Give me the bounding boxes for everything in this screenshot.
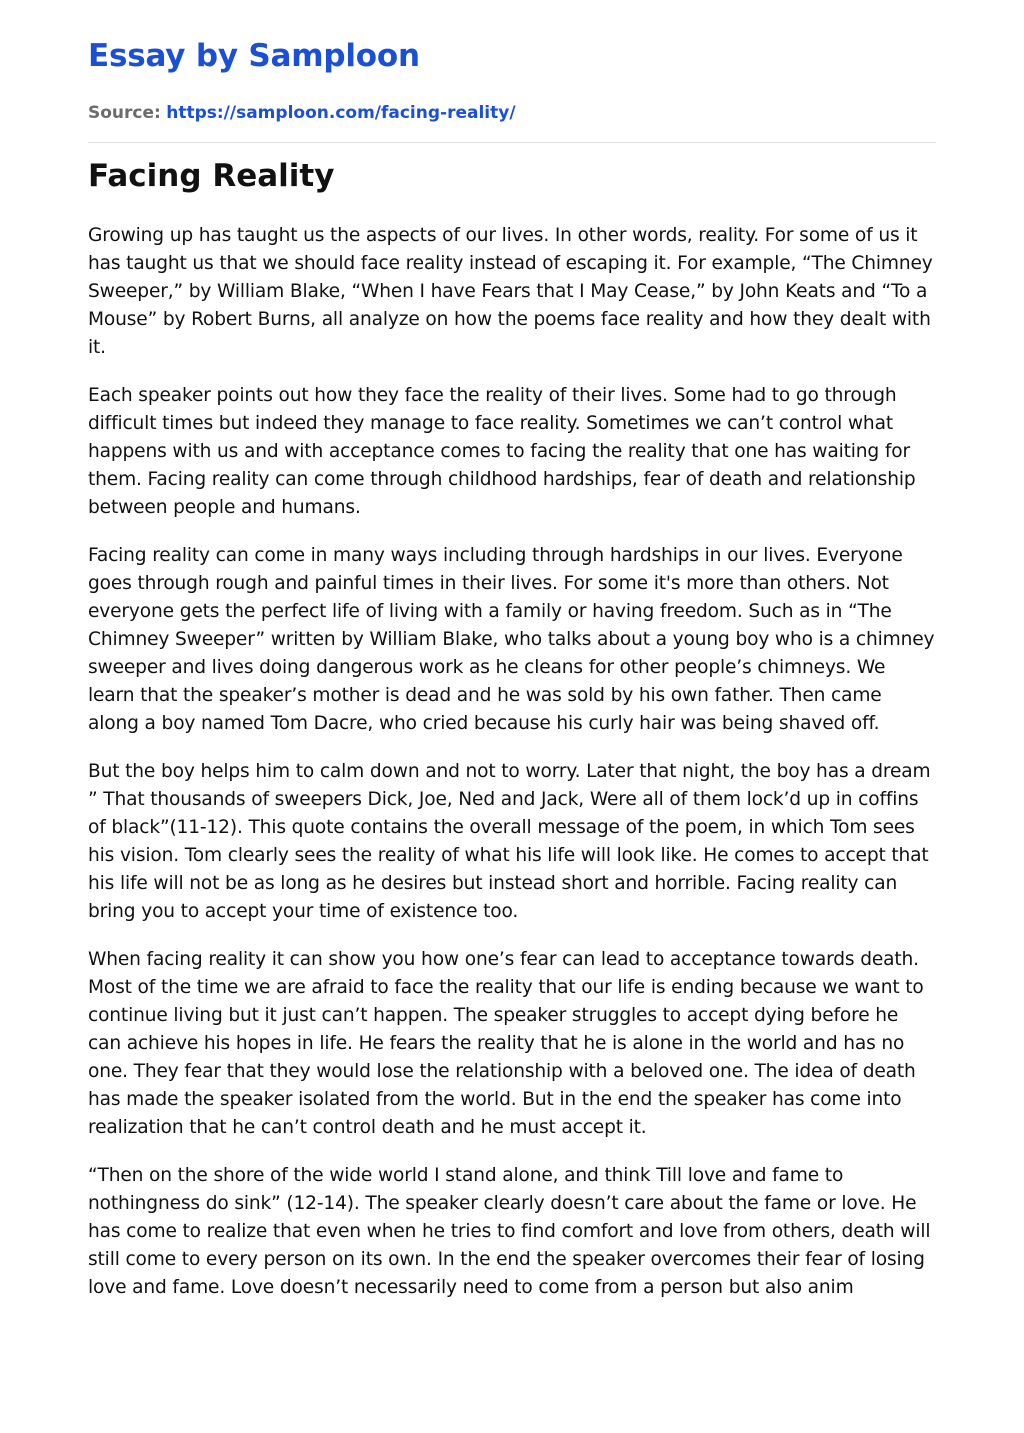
source-line (88, 101, 516, 125)
source-link[interactable]: https://samploon.com/facing-reality/ (166, 103, 516, 123)
essay-paragraph-4: But the boy helps him to calm down and not to worry. Later that night, the boy has a dream ” That thousands of sweepers Dick, Joe, Ned and Jack, Were all of them lock’d up in coffins of black”(11-12). This quote contains the overall message of the poem, in which Tom sees his vision. Tom clearly sees the reality of what his life will look like. He comes to accept that his life will not be as long as he desires but instead short and horrible. Facing reality can bring you to accept your time of existence too. (88, 761, 931, 922)
essay-paragraph-3: Facing reality can come in many ways including through hardships in our lives. Everyone goes through rough and painful times in their lives. For some it's more than others. Not everyone gets the perfect life of living with a family or having freedom. Such as in “The Chimney Sweeper” written by William Blake, who talks about a young boy who is a chimney sweeper and lives doing dangerous work as he cleans for other people’s chimneys. We learn that the speaker’s mother is dead and he was sold by his own father. Then came along a boy named Tom Dacre, who cried because his curly hair was being shaved off. (88, 545, 935, 734)
site-brand[interactable]: Essay by Samploon (88, 38, 420, 74)
essay-body (88, 222, 936, 1322)
essay-title: Facing Reality (88, 158, 335, 194)
essay-paragraph-2: Each speaker points out how they face the reality of their lives. Some had to go through difficult times but indeed they manage to face reality. Sometimes we can’t control what happens with us and with acceptance comes to facing the reality that one has waiting for them. Facing reality can come through childhood hardships, fear of death and relationship between people and humans. (88, 385, 916, 518)
source-label: Source: (88, 103, 161, 123)
header-divider (88, 142, 936, 143)
essay-paragraph-5: When facing reality it can show you how one’s fear can lead to acceptance towards death. Most of the time we are afraid to face the reality that our life is ending because we want to continue living but it just can’t happen. The speaker struggles to accept dying before he can achieve his hopes in life. He fears the reality that he is alone in the world and has no one. They fear that they would lose the relationship with a beloved one. The idea of death has made the speaker isolated from the world. But in the end the speaker has come into realization that he can’t control death and he must accept it. (88, 949, 924, 1138)
essay-paragraph-1: Growing up has taught us the aspects of our lives. In other words, reality. For some of us it has taught us that we should face reality instead of escaping it. For example, “The Chimney Sweeper,” by William Blake, “When I have Fears that I May Cease,” by John Keats and “To a Mouse” by Robert Burns, all analyze on how the poems face reality and how they dealt with it. (88, 225, 933, 358)
essay-paragraph-6: “Then on the shore of the wide world I stand alone, and think Till love and fame to nothingness do sink” (12-14). The speaker clearly doesn’t care about the fame or love. He has come to realize that even when he tries to find comfort and love from others, death will still come to every person on its own. In the end the speaker overcomes their fear of losing love and fame. Love doesn’t necessarily need to come from a person but also anim (88, 1165, 931, 1298)
